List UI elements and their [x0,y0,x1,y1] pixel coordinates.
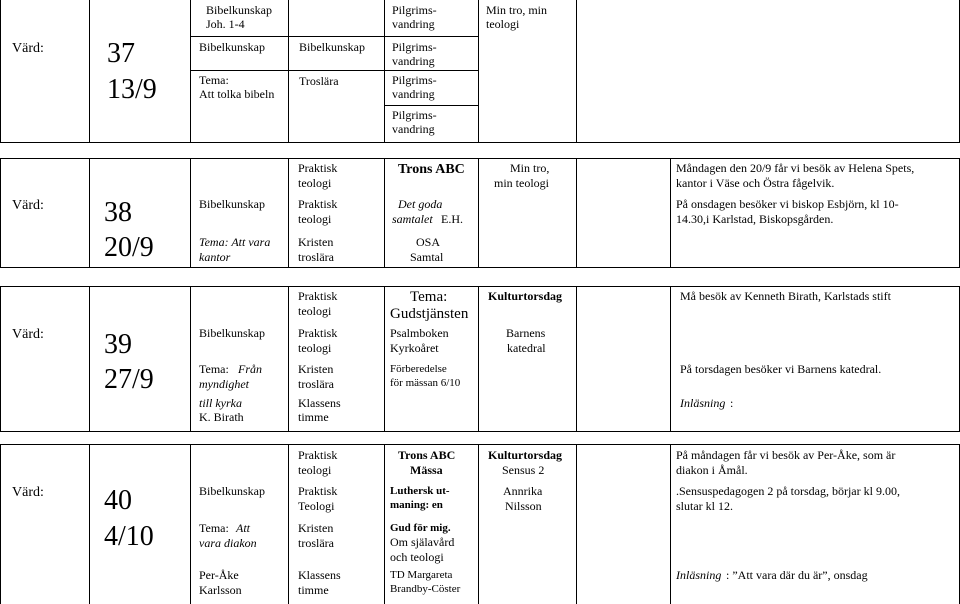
cell-text: Kristen [298,235,334,249]
cell-text: myndighet [199,377,249,391]
week-number: 38 [104,197,132,228]
cell-text: Klassens [298,396,341,410]
cell-text: vandring [392,54,435,68]
cell-text: Pilgrims- [392,40,437,54]
cell-text: Kulturtorsdag [488,289,563,303]
cell-text: till kyrka [199,396,242,410]
note-line: Inläsning [680,396,726,410]
cell-text: Gudstjänsten [390,306,469,322]
cell-text: teologi [298,212,332,226]
cell-text: Pilgrims- [392,3,437,17]
note-line: Måndagen den 20/9 får vi besök av Helena Spets, [676,161,915,175]
cell-text: K. Birath [199,410,244,424]
cell-text: Om själavård [390,535,455,549]
note-line: På torsdagen besöker vi Barnens katedral. [680,362,882,376]
cell-text: teologi [298,463,332,477]
cell-text: Bibelkunskap [299,40,365,54]
cell-text: Min tro, min [486,3,548,17]
week-37-block [0,0,960,143]
cell-text: Praktisk [298,326,338,340]
cell-text: Tema: Att vara [199,235,271,249]
cell-text: Pilgrims- [392,108,437,122]
week-number: 39 [104,329,132,360]
cell-text: Barnens [506,326,546,340]
cell-text: OSA [416,235,441,249]
host-label: Värd: [12,485,44,500]
cell-text: Kulturtorsdag [488,448,563,462]
cell-text: Pilgrims- [392,73,437,87]
note-line: kantor i Väse och Östra fågelvik. [676,176,835,190]
note-line: Må besök av Kenneth Birath, Karlstads stift [680,289,891,303]
cell-text: Annrika [503,484,543,498]
week-date: 4/10 [104,521,154,552]
cell-text: Praktisk [298,484,338,498]
week-date: 13/9 [107,74,157,105]
cell-text: Brandby-Cöster [390,583,461,595]
cell-text: teologi [298,341,332,355]
cell-text: Att tolka bibeln [199,87,275,101]
note-line: .Sensuspedagogen 2 på torsdag, börjar kl 9.00, [676,484,900,498]
cell-text: Kyrkoåret [390,341,439,355]
cell-text: vara diakon [199,536,257,550]
week-number: 40 [104,485,132,516]
cell-text: Troslära [299,74,339,88]
cell-text: vandring [392,87,435,101]
cell-text: Gud för mig. [390,522,451,534]
cell-text: teologi [298,176,332,190]
cell-text: Joh. 1-4 [206,17,245,31]
cell-text: maning: en [390,499,443,511]
cell-text: för mässan 6/10 [390,377,461,389]
cell-text: Praktisk [298,289,338,303]
cell-text: timme [298,583,329,597]
cell-text: Det goda [398,197,443,211]
cell-text: Tema: [199,362,229,376]
note-line: På onsdagen besöker vi biskop Esbjörn, kl 10- [676,197,899,211]
cell-text: Bibelkunskap [199,40,265,54]
cell-text: E.H. [441,212,463,226]
note-line: 14.30,i Karlstad, Biskopsgården. [676,212,834,226]
cell-text: Trons ABC [398,162,465,177]
cell-text: Trons ABC [398,448,456,462]
week-date: 27/9 [104,364,154,395]
cell-text: Min tro, [510,161,550,175]
cell-text: teologi [298,304,332,318]
week-date: 20/9 [104,232,154,263]
cell-text: Teologi [298,499,335,513]
cell-text: Sensus 2 [502,463,545,477]
cell-text: Tema: [199,521,229,535]
cell-text: teologi [486,17,520,31]
cell-text: Mässa [410,463,443,477]
cell-text: TD Margareta [390,569,453,581]
cell-text: min teologi [494,176,549,190]
cell-text: Från [238,362,262,376]
cell-text: Nilsson [505,499,542,513]
cell-text: Samtal [410,250,444,264]
host-label: Värd: [12,41,44,56]
cell-text: Bibelkunskap [206,3,272,17]
cell-text: troslära [298,377,334,391]
week-39-block [0,286,960,432]
cell-text: Karlsson [199,583,242,597]
cell-text: Förberedelse [390,363,447,375]
cell-text: timme [298,410,329,424]
note-line: slutar kl 12. [676,499,733,513]
cell-text: troslära [298,250,334,264]
cell-text: katedral [507,341,546,355]
cell-text: Bibelkunskap [199,484,265,498]
cell-text: vandring [392,17,435,31]
note-line: : [730,396,734,410]
week-number: 37 [107,38,135,69]
cell-text: Klassens [298,568,341,582]
note-line: Inläsning [676,568,722,582]
cell-text: Kristen [298,362,334,376]
note-line: : ”Att vara där du är”, onsdag [726,568,868,582]
cell-text: Bibelkunskap [199,326,265,340]
note-line: På måndagen får vi besök av Per-Åke, som är [676,448,896,462]
cell-text: Per-Åke [199,568,239,582]
cell-text: Att [236,521,250,535]
cell-text: Kristen [298,521,334,535]
cell-text: kantor [199,250,231,264]
cell-text: Praktisk [298,197,338,211]
cell-text: och teologi [390,550,444,564]
host-label: Värd: [12,198,44,213]
note-line: diakon i Åmål. [676,463,748,477]
cell-text: samtalet [392,212,433,226]
cell-text: Bibelkunskap [199,197,265,211]
cell-text: Tema: [410,289,448,305]
cell-text: vandring [392,122,435,136]
host-label: Värd: [12,327,44,342]
cell-text: Praktisk [298,448,338,462]
cell-text: Luthersk ut- [390,485,450,497]
cell-text: Psalmboken [390,326,449,340]
cell-text: troslära [298,536,334,550]
cell-text: Tema: [199,73,229,87]
cell-text: Praktisk [298,161,338,175]
